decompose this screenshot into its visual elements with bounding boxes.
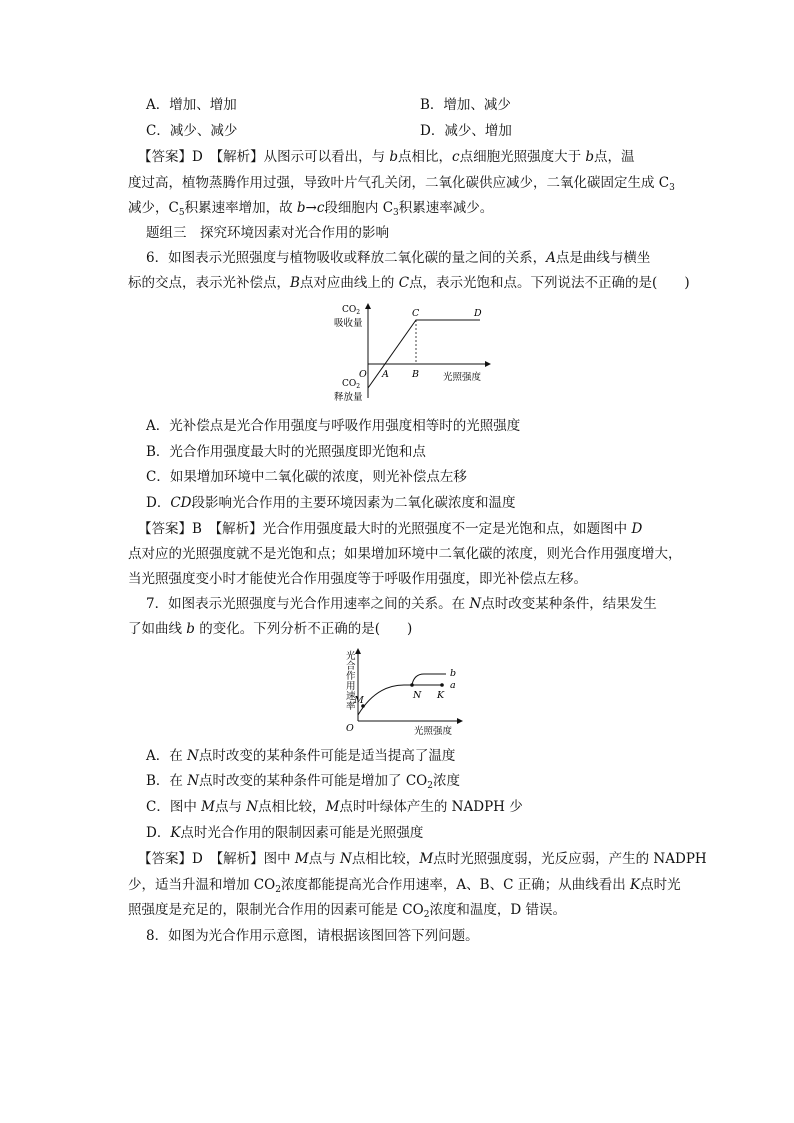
q8-stem: 8．如图为光合作用示意图，请根据该图回答下列问题。 bbox=[146, 928, 479, 944]
q7-x-label: 光照强度 bbox=[414, 726, 453, 737]
q6-answer-line-3: 当光照强度变小时才能使光合作用强度等于呼吸作用强度，即光补偿点左移。 bbox=[128, 571, 587, 587]
q7-option-d: D．K点时光合作用的限制因素可能是光照强度 bbox=[146, 825, 424, 841]
q7-answer-line-1: 【答案】D 【解析】图中 M点与 N点相比较，M点时光照强度弱，光反应弱，产生的 NADPH bbox=[138, 851, 707, 867]
q6-label-d: D bbox=[474, 308, 482, 319]
q6-option-d: D．CD段影响光合作用的主要环境因素为二氧化碳浓度和温度 bbox=[146, 495, 516, 511]
q7-figure bbox=[338, 645, 468, 737]
q7-point-k bbox=[440, 683, 444, 687]
section-title: 题组三 探究环境因素对光合作用的影响 bbox=[146, 225, 389, 241]
q6-stem-line-2: 标的交点，表示光补偿点，B点对应曲线上的 C点，表示光饱和点。下列说法不正确的是( ) bbox=[128, 275, 690, 291]
svg-text:作: 作 bbox=[346, 671, 356, 682]
q7-stem-line-2: 了如曲线 b 的变化。下列分析不正确的是( ) bbox=[128, 621, 413, 637]
q6-option-c: C．如果增加环境中二氧化碳的浓度，则光补偿点左移 bbox=[146, 469, 467, 485]
q6-x-label: 光照强度 bbox=[443, 372, 482, 383]
q6-label-b: B bbox=[412, 369, 419, 380]
q6-label-o: O bbox=[359, 369, 367, 380]
q7-label-b: b bbox=[450, 668, 457, 679]
q6-option-a: A．光补偿点是光合作用强度与呼吸作用强度相等时的光照强度 bbox=[146, 418, 521, 434]
q7-option-c: C．图中 M点与 N点相比较，M点时叶绿体产生的 NADPH 少 bbox=[146, 799, 523, 815]
q7-point-n bbox=[410, 683, 414, 687]
q6-answer-line-2: 点对应的光照强度就不是光饱和点；如果增加环境中二氧化碳的浓度，则光合作用强度增大， bbox=[128, 546, 682, 562]
q5-answer-line-2: 度过高，植物蒸腾作用过强，导致叶片气孔关闭，二氧化碳供应减少，二氧化碳固定生成 $C_3$ bbox=[128, 175, 675, 193]
q5-option-d: D．减少、增加 bbox=[420, 123, 512, 139]
q7-answer-line-2: 少，适当升温和增加 $CO_2$浓度都能提高光合作用速率，A、B、C 正确；从曲线看出 K点时光 bbox=[128, 877, 681, 895]
svg-text:速: 速 bbox=[346, 691, 356, 702]
svg-text:光: 光 bbox=[346, 651, 356, 662]
q6-stem-line-1: 6．如图表示光照强度与植物吸收或释放二氧化碳的量之间的关系，A点是曲线与横坐 bbox=[146, 250, 651, 266]
q5-option-b: B．增加、减少 bbox=[420, 97, 511, 113]
q7-label-a: a bbox=[450, 680, 456, 691]
q7-label-k: K bbox=[437, 690, 445, 701]
q6-option-b: B．光合作用强度最大时的光照强度即光饱和点 bbox=[146, 444, 426, 460]
q5-answer-line-1: 【答案】D 【解析】从图示可以看出，与 b点相比，c点细胞光照强度大于 b点，温 bbox=[138, 149, 635, 165]
q7-option-b: B．在 N点时改变的某种条件可能是增加了 $CO_2$浓度 bbox=[146, 773, 460, 791]
q6-y-top-label-2: 吸收量 bbox=[334, 318, 363, 329]
q7-label-m: M bbox=[354, 695, 364, 706]
q5-option-c: C．减少、减少 bbox=[146, 123, 238, 139]
svg-text:合: 合 bbox=[346, 661, 356, 672]
svg-text:用: 用 bbox=[346, 681, 356, 692]
q7-label-n: N bbox=[413, 690, 422, 701]
q5-answer-line-3: 减少，$C_5$积累速率增加，故 b→c段细胞内 $C_3$积累速率减少。 bbox=[128, 200, 494, 218]
svg-text:率: 率 bbox=[346, 701, 356, 712]
q6-y-bottom-label-2: 释放量 bbox=[334, 392, 363, 403]
q6-answer-line-1: 【答案】B 【解析】光合作用强度最大时的光照强度不一定是光饱和点，如题图中 D bbox=[138, 521, 643, 537]
q6-y-top-label-1: $CO_2$ bbox=[342, 305, 361, 316]
q7-option-a: A．在 N点时改变的某种条件可能是适当提高了温度 bbox=[146, 748, 456, 764]
q7-curve-b bbox=[412, 674, 446, 685]
q7-label-o: O bbox=[346, 723, 354, 734]
q7-answer-line-3: 照强度是充足的，限制光合作用的因素可能是 $CO_2$浓度和温度，D 错误。 bbox=[128, 902, 567, 920]
q6-label-a: A bbox=[382, 369, 389, 380]
q6-figure bbox=[330, 298, 500, 408]
q7-stem-line-1: 7．如图表示光照强度与光合作用速率之间的关系。在 N点时改变某种条件，结果发生 bbox=[146, 596, 657, 612]
q6-y-bottom-label-1: $CO_2$ bbox=[342, 379, 361, 390]
q6-label-c: C bbox=[412, 308, 420, 319]
q7-curve-a bbox=[358, 685, 442, 715]
q5-option-a: A．增加、增加 bbox=[146, 97, 237, 113]
